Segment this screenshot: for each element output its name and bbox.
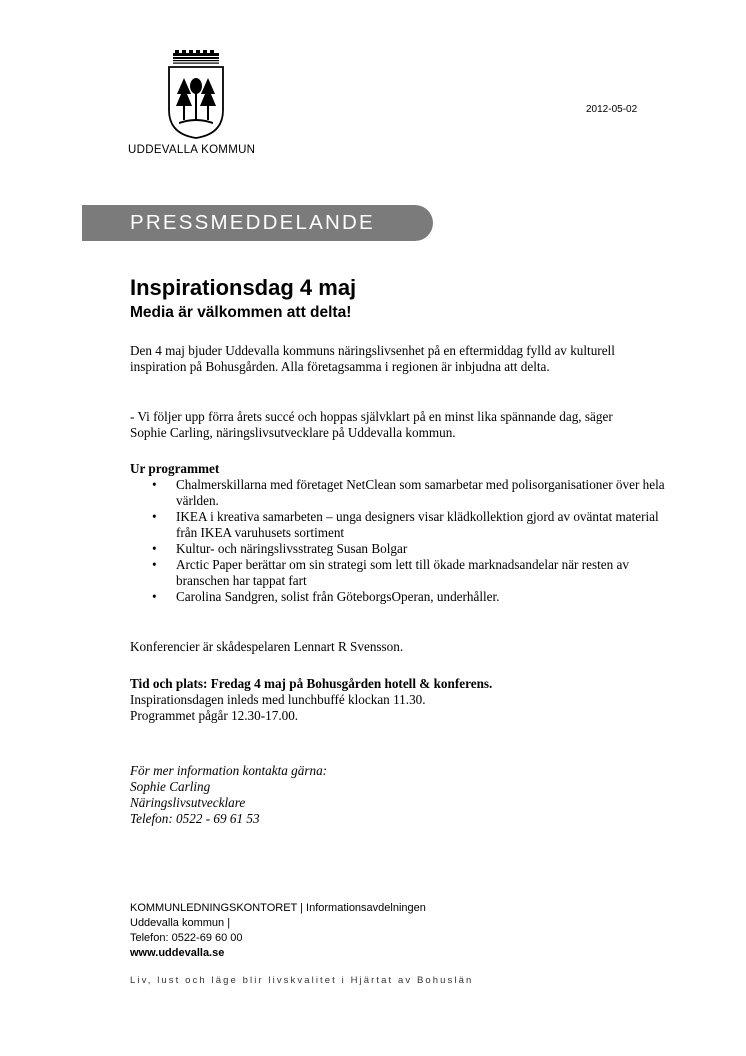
page-title: Inspirationsdag 4 maj [130,275,357,300]
intro-paragraph: Den 4 maj bjuder Uddevalla kommuns näringslivsenhet på en eftermiddag fylld av kulturell inspiration på Bohusgården. Alla företagsamma i regionen är inbjudna att delta. [130,343,615,374]
contact-name: Sophie Carling [130,779,211,794]
page-subtitle: Media är välkommen att delta! [130,304,352,321]
list-item-text: IKEA i kreativa samarbeten – unga designers visar klädkollektion gjord av oväntat material från IKEA varuhusets sortiment [176,509,659,540]
program-list [130,477,670,605]
list-item-text: Kultur- och näringslivsstrateg Susan Bolgar [176,541,408,556]
bullet-icon: • [152,509,157,524]
list-item [130,541,670,557]
org-name: UDDEVALLA KOMMUN [128,144,256,156]
time-place-block [130,676,650,724]
bullet-icon: • [152,589,157,604]
program-heading: Ur programmet [130,461,220,476]
banner-label: PRESSMEDDELANDE [130,211,375,234]
footer-municipality: Uddevalla kommun | [130,917,231,929]
contact-intro: För mer information kontakta gärna: [130,763,328,778]
contact-block [130,763,327,827]
footer [130,901,426,961]
list-item-text: Carolina Sandgren, solist från GöteborgsOperan, underhåller. [176,589,500,604]
footer-phone: Telefon: 0522-69 60 00 [130,932,243,944]
list-item-text: Chalmerskillarna med företaget NetClean som samarbetar med polisorganisationer över hela världen. [176,477,665,508]
footer-department: KOMMUNLEDNINGSKONTORET | Informationsavdelningen [130,902,426,914]
conferencier-paragraph: Konferencier är skådespelaren Lennart R Svensson. [130,639,404,654]
contact-role: Näringslivsutvecklare [130,795,246,810]
bullet-icon: • [152,557,157,572]
list-item [130,509,670,541]
bullet-icon: • [152,541,157,556]
footer-website-link[interactable]: www.uddevalla.se [130,947,225,959]
contact-phone: Telefon: 0522 - 69 61 53 [130,811,260,826]
list-item-text: Arctic Paper berättar om sin strategi som lett till ökade marknadsandelar när resten av branschen har tappat fart [176,557,629,588]
footer-slogan: Liv, lust och läge blir livskvalitet i Hjärtat av Bohuslän [130,975,474,986]
quote-paragraph: - Vi följer upp förra årets succé och hoppas självklart på en minst lika spännande dag, säger Sophie Carling, näringslivsutvecklare på Uddevalla kommun. [130,409,613,440]
list-item [130,557,670,589]
time-place-line: Inspirationsdagen inleds med lunchbuffé klockan 11.30. [130,692,426,707]
uddevalla-coat-of-arms-logo [165,50,227,140]
list-item [130,477,670,509]
document-date: 2012-05-02 [586,104,638,115]
time-place-heading: Tid och plats: Fredag 4 maj på Bohusgården hotell & konferens. [130,676,493,691]
time-place-line: Programmet pågår 12.30-17.00. [130,708,299,723]
list-item [130,589,670,605]
bullet-icon: • [152,477,157,492]
